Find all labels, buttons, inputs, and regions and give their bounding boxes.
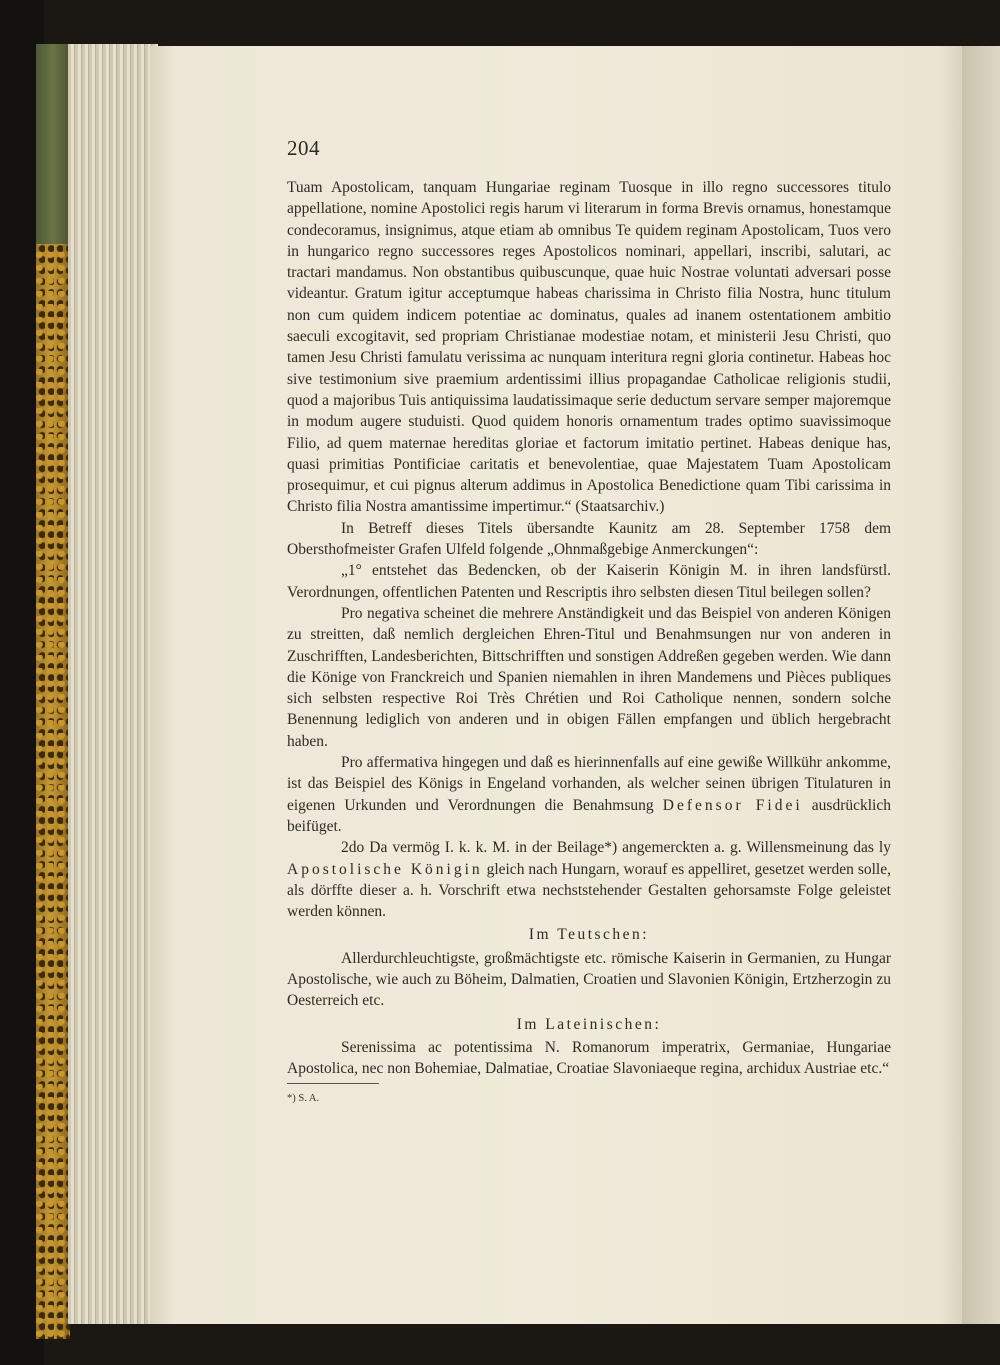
paragraph-6 [287, 837, 891, 922]
paragraph-5-text-c: ausdrücklich beifüget. [287, 796, 891, 835]
paragraph-2: In Betreff dieses Titels übersandte Kaunitz am 28. September 1758 dem Obersthofmeister Grafen Ulfeld folgende „Ohnmaßgebige Anmerckungen“: [287, 519, 891, 559]
paragraph-6-emphasis: Apostolische Königin [287, 860, 483, 878]
paragraph-6-text-a: 2do Da vermög I. k. k. M. in der Beilage*) angemerckten a. g. Willensmeinung das ly [341, 839, 891, 857]
heading-teutschen: Im Teutschen: [528, 926, 650, 944]
spine-top-band [36, 44, 70, 244]
paragraph-5 [287, 752, 891, 837]
paragraph-5-emphasis: Defensor Fidei [662, 796, 803, 814]
footnote-rule [287, 1083, 379, 1084]
next-page-edge [962, 46, 1000, 1324]
footnote: *) S. A. [287, 1093, 320, 1105]
paragraph-8: Serenissima ac potentissima N. Romanorum imperatrix, Germaniae, Hungariae Apostolica, nec non Bohemiae, Dalmatiae, Croatiae Slavoniaeque regina, archidux Austriae etc.“ [287, 1038, 891, 1078]
page-text [287, 177, 891, 1110]
paragraph-4: Pro negativa scheinet die mehrere Anständigkeit und das Beispiel von anderen Königen zu streitten, daß nemlich dergleichen Ehren-Titul und Benahmsungen nur von anderen in Zuschrifften, Landesberichten, Bittschrifften und sonstigen Addreßen gegeben werden. Wie dann die Könige von Franckreich und Spanien niemahlen in ihren Mandemens und Pièces publiques sich selbsten respective Roi Très Chrétien und Roi Catholique nennen, sondern solche Benennung lediglich von anderen und in obigen Fällen empfangen und üblich hergebracht haben. [287, 604, 891, 750]
page-number: 204 [287, 136, 320, 160]
paragraph-6-text-c: gleich nach Hungarn, worauf es appelliret, gesetzet werden solle, als dörffte dieser a. h. Vorschrift etwa nechststehender Gestalten gehorsamste Folge geleistet werden können. [287, 860, 891, 921]
page-edges [68, 44, 158, 1324]
paragraph-3: „1° entstehet das Bedencken, ob der Kaiserin Königin M. in ihren landsfürstl. Verordnungen, offentlichen Patenten und Rescriptis ihro selbsten diesen Titul beilegen sollen? [287, 562, 891, 601]
latin-quote-paragraph: Tuam Apostolicam, tanquam Hungariae reginam Tuosque in illo regno successores titulo appellatione, nomine Apostolici regis harum vi literarum in forma Brevis ornamus, honestamque condecoramus, insignimus, atque etiam ab omnibus Te quidem reginam Apostolicam, Tuos vero in hungarico regno successores reges Apostolicos nominari, appellari, inscribi, salutari, ac tractari mandamus. Non obstantibus quibuscunque, quae huic Nostrae voluntati adversari posse videantur. Gratum igitur acceptumque habeas charissima in Christo filia Nostra, hunc titulum non cum quidem indicem potentiae ac dominatus, quales ad inanem ostentationem ambitio saeculi excogitavit, sed propriam Christianae modestiae notam, et ministerii Jesu Christi, quo tamen Jesu Christi famulatu verissima ac nunquam interitura regni gloria continetur. Habeas hoc sive testimonium sive praemium ardentissimi illius propagandae Catholicae religionis studii, quod a majoribus Tuis antiquissima laudatissimaque serie deductum servare semper majoremque in modum augere studuisti. Quod quidem honoris ornamentum trades optimo suavissimoque Filio, ad quem maternae hereditas gloriae et factorum imitatio pertinet. Habeas denique has, quasi primitias Pontificiae caritatis et benevolentiae, quae Majestatem Tuam Apostolicam prosequimur, et cui pignus alterum addimus in Apostolica Benedictione quam Tibi carissima in Christo filia Nostra amantissime impertimur.“ (Staatsarchiv.) [287, 179, 891, 516]
paragraph-5-text-a: Pro affermativa hingegen und daß es hierinnenfalls auf eine gewiße Willkühr ankomme, ist das Beispiel des Königs in Engeland vorhanden, als welcher seinen übrigen Titulaturen in eigenen Urkunden und Verordnungen die Benahmsung [287, 754, 891, 814]
heading-lateinischen: Im Lateinischen: [516, 1015, 662, 1033]
paragraph-7: Allerdurchleuchtigste, großmächtigste etc. römische Kaiserin in Germanien, zu Hungar Apostolische, wie auch zu Böheim, Dalmatien, Croatien und Slavonien Königin, Ertzherzogin zu Oesterreich etc. [287, 949, 891, 1010]
